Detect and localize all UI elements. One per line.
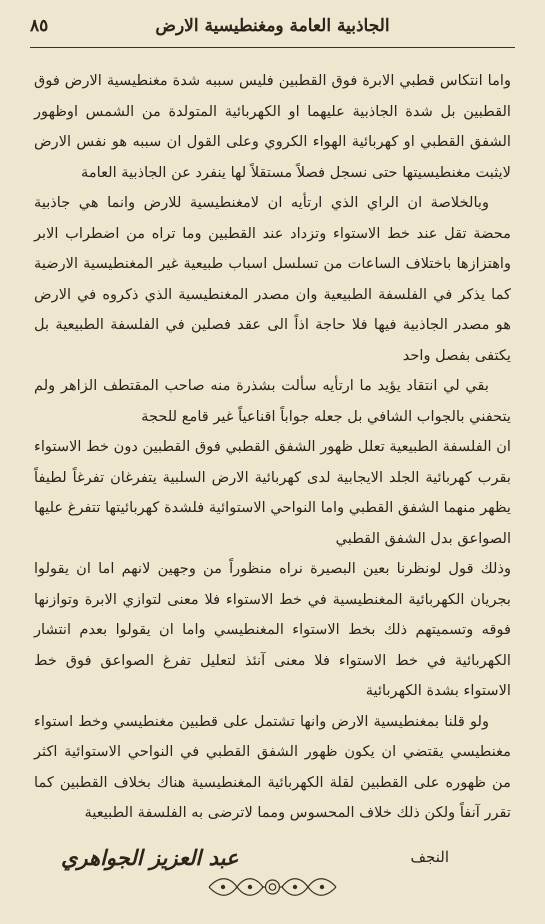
paragraph-2: وبالخلاصة ان الراي الذي ارتأيه ان لامغنطيسية للارض وانما هي جاذبية محضة تقل عند خط الاستواء وتزداد عند القطبين وما تراه من اضطراب الابر واهتزازها باختلاف الساعات من تسلسل اسباب طبيعية غير المغنطيسية الارضية كما يذكر في الفلسفة الطبيعية وان مصدر المغنطيسية الذي ذكروه في الارض هو مصدر الجاذبية فيها فلا حاجة اذاً الى عقد فصلين في الفلسفة الطبيعية بل يكتفى بفصل واحد [34,194,511,364]
header-rule [30,47,515,48]
paragraph-1: واما انتكاس قطبي الابرة فوق القطبين فليس سببه شدة مغنطيسية الارض فوق القطبين بل شدة الجاذبية عليهما او الكهربائية المتولدة من الشمس اوظهور الشفق القطبي او كهربائية الهواء الكروي وعلى القول ان سببه هو نفس الارض لايثبت مغنطيسيتها حتى نسجل فصلاً مستقلاً لها ينفرد عن الجاذبية العامة [34,72,511,181]
author-signature: عبد العزيز الجواهري [61,844,239,870]
floral-vine-ornament-icon [205,872,340,902]
article-body [34,66,511,829]
signoff-place: النجف [410,848,449,866]
paragraph-4: ان الفلسفة الطبيعية تعلل ظهور الشفق القطبي فوق القطبين دون خط الاستواء بقرب كهربائية الجلد الايجابية لدى كهربائية الارض السلبية يتفرغان تفرغاً لطيفاً يظهر منهما الشفق القطبي واما النواحي الاستوائية فلشدة كهربائيتها تتفرغ عليها الصواعق بدل الشفق القطبي [34,438,511,547]
page-header [30,6,515,46]
running-title: الجاذبية العامة ومغنطيسية الارض [155,16,390,36]
signoff [36,838,509,876]
paragraph-6: ولو قلنا بمغنطيسية الارض وانها تشتمل على قطبين مغنطيسي وخط استواء مغنطيسي يقتضي ان يكون ظهور الشفق القطبي في النواحي الاستوائية اكثر من ظهوره على القطبين لقلة الكهربائية المغنطيسية هناك بخلاف القطبين كما تقرر آنفاً ولكن ذلك خلاف المحسوس ومما لاترضى به الفلسفة الطبيعية [34,712,511,821]
paragraph-5: وذلك قول لونظرنا بعين البصيرة نراه منظوراً من وجهين لانهم اما ان يقولوا بجريان الكهربائية المغنطيسية في خط الاستواء فلا معنى لتوازي الابرة وتوازنها فوقه وتسميتهم ذلك بخط الاستواء المغنطيسي واما ان يقولوا بعدم انتشار الكهربائية في خط الاستواء فلا معنى آنئذ لتعليل تفرغ الصواعق فوق خط الاستواء بشدة الكهربائية [34,560,511,699]
paragraph-3: بقي لي انتقاد يؤيد ما ارتأيه سألت بشذرة منه صاحب المقتطف الزاهر ولم يتحفني بالجواب الشافي بل جعله جواباً اقناعياً غير قامع للحجة [34,377,511,425]
page-number: ٨٥ [30,16,49,36]
